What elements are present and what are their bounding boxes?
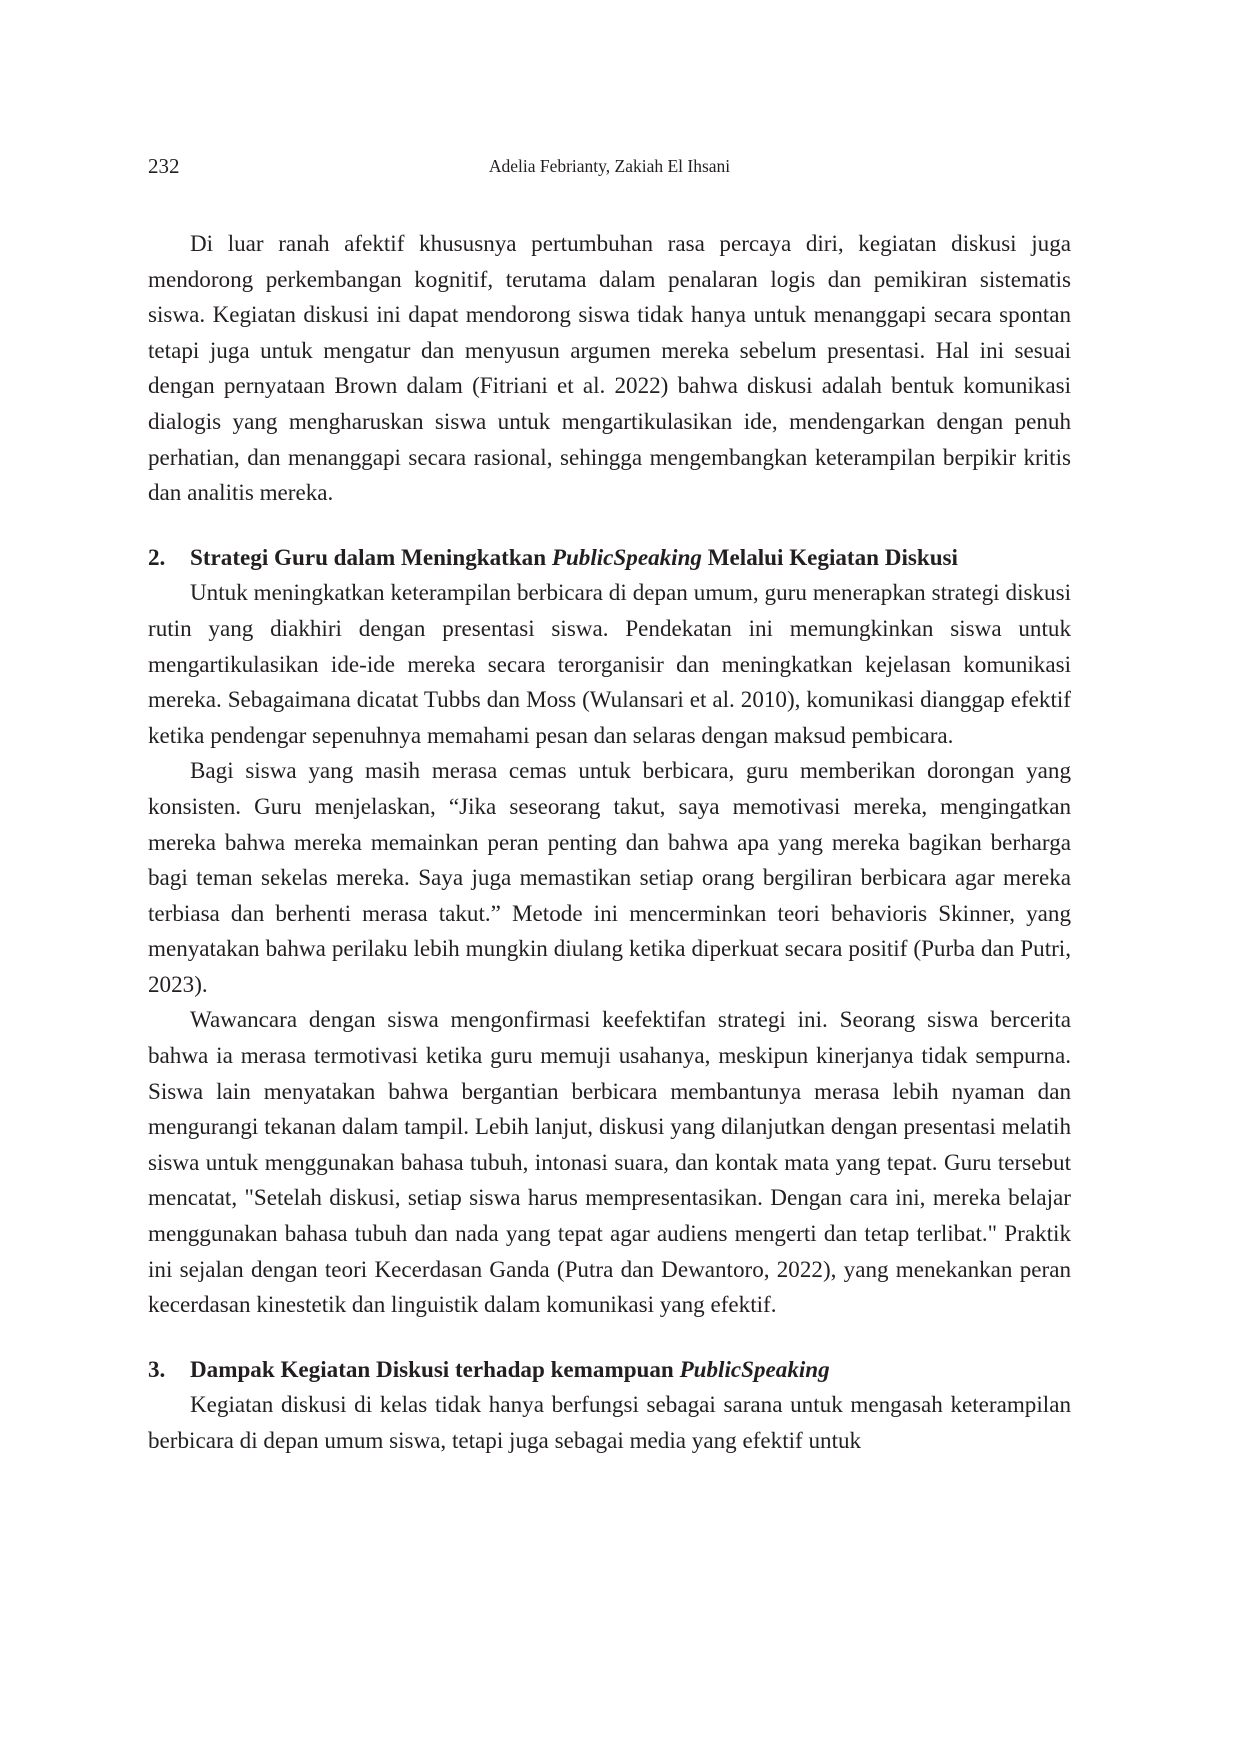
paragraph: Kegiatan diskusi di kelas tidak hanya berfungsi sebagai sarana untuk mengasah keterampilan berbicara di depan umum siswa, tetapi juga sebagai media yang efektif untuk xyxy=(148,1391,1071,1453)
section-title xyxy=(190,540,958,576)
paragraph: Untuk meningkatkan keterampilan berbicara di depan umum, guru menerapkan strategi diskusi rutin yang diakhiri dengan presentasi siswa. Pendekatan ini memungkinkan siswa untuk mengartikulasikan ide-ide mereka secara terorganisir dan meningkatkan kejelasan komunikasi mereka. Sebagaimana dicatat Tubbs dan Moss (Wulansari et al. 2010), komunikasi dianggap efektif ketika pendengar sepenuhnya memahami pesan dan selaras dengan maksud pembicara. xyxy=(148,579,1071,748)
section-title xyxy=(190,1352,830,1388)
paragraph: Di luar ranah afektif khususnya pertumbuhan rasa percaya diri, kegiatan diskusi juga mendorong perkembangan kognitif, terutama dalam penalaran logis dan pemikiran sistematis siswa. Kegiatan diskusi ini dapat mendorong siswa tidak hanya untuk menanggapi secara spontan tetapi juga untuk mengatur dan menyusun argumen mereka sebelum presentasi. Hal ini sesuai dengan pernyataan Brown dalam (Fitriani et al. 2022) bahwa diskusi adalah bentuk komunikasi dialogis yang mengharuskan siswa untuk mengartikulasikan ide, mendengarkan dengan penuh perhatian, dan menanggapi secara rasional, sehingga mengembangkan keterampilan berpikir kritis dan analitis mereka. xyxy=(148,230,1071,506)
section-title-italic: PublicSpeaking xyxy=(679,1355,830,1382)
running-head-authors: Adelia Febrianty, Zakiah El Ihsani xyxy=(488,156,731,176)
section-title-text: Strategi Guru dalam Meningkatkan xyxy=(190,543,552,570)
page-header xyxy=(148,151,1071,181)
paragraph: Wawancara dengan siswa mengonfirmasi keefektifan strategi ini. Seorang siswa bercerita bahwa ia merasa termotivasi ketika guru memuji usahanya, meskipun kinerjanya tidak sempurna. Siswa lain menyatakan bahwa bergantian berbicara membantunya merasa lebih nyaman dan mengurangi tekanan dalam tampil. Lebih lanjut, diskusi yang dilanjutkan dengan presentasi melatih siswa untuk menggunakan bahasa tubuh, intonasi suara, dan kontak mata yang tepat. Guru tersebut mencatat, "Setelah diskusi, setiap siswa harus mempresentasikan. Dengan cara ini, mereka belajar menggunakan bahasa tubuh dan nada yang tepat agar audiens mengerti dan tetap terlibat." Praktik ini sejalan dengan teori Kecerdasan Ganda (Putra dan Dewantoro, 2022), yang menekankan peran kecerdasan kinestetik dan linguistik dalam komunikasi yang efektif. xyxy=(148,1006,1071,1318)
page-number: 232 xyxy=(148,154,180,178)
paragraph: Bagi siswa yang masih merasa cemas untuk berbicara, guru memberikan dorongan yang konsisten. Guru menjelaskan, “Jika seseorang takut, saya memotivasi mereka, mengingatkan mereka bahwa mereka memainkan peran penting dan bahwa apa yang mereka bagikan berharga bagi teman sekelas mereka. Saya juga memastikan setiap orang bergiliran berbicara agar mereka terbiasa dan berhenti merasa takut.” Metode ini mencerminkan teori behavioris Skinner, yang menyatakan bahwa perilaku lebih mungkin diulang ketika diperkuat secara positif (Purba dan Putri, 2023). xyxy=(148,757,1071,997)
section-spacer xyxy=(148,511,1071,540)
body-text xyxy=(148,226,1071,1459)
section-number: 2. xyxy=(148,543,166,570)
section-title-text: Dampak Kegiatan Diskusi terhadap kemampuan xyxy=(190,1355,680,1382)
section-heading-2 xyxy=(148,540,1071,576)
section-spacer xyxy=(148,1323,1071,1352)
section-title-italic: PublicSpeaking xyxy=(551,543,702,570)
section-heading-3 xyxy=(148,1352,1071,1388)
section-title-text: Melalui Kegiatan Diskusi xyxy=(701,543,958,570)
section-number: 3. xyxy=(148,1355,166,1382)
